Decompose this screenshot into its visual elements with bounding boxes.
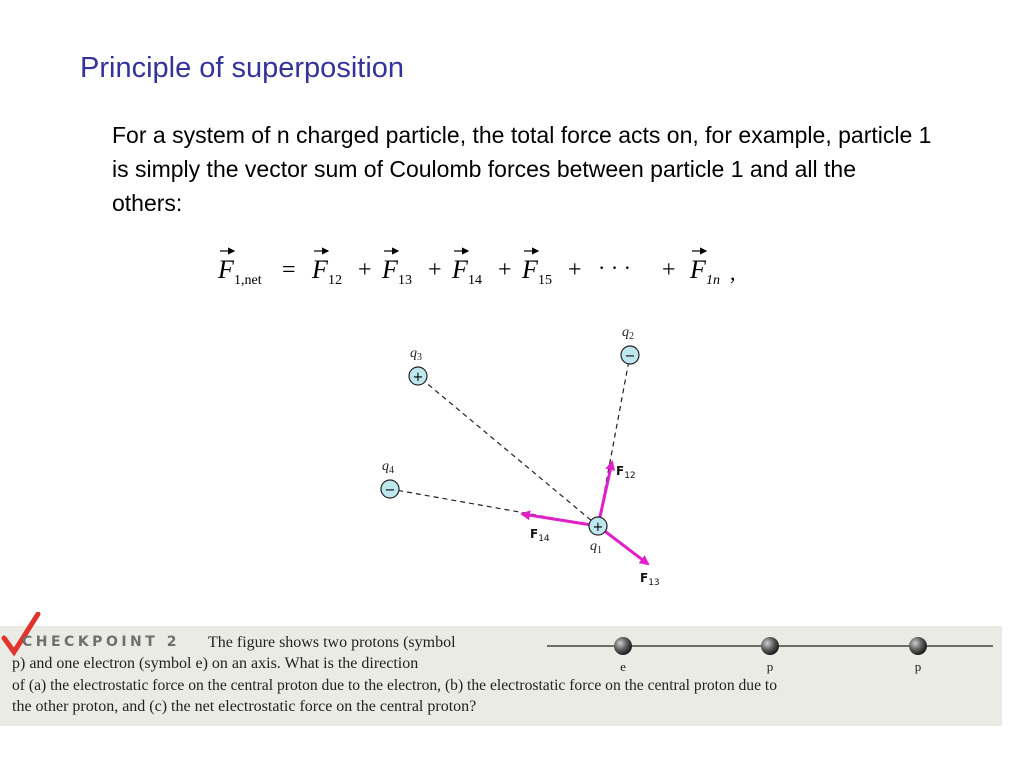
particle-label: p — [766, 659, 774, 674]
force-arrow-f14 — [522, 514, 598, 526]
charge-q2 — [621, 346, 639, 364]
charge-q3 — [409, 367, 427, 385]
slide-title: Principle of superposition — [80, 52, 405, 84]
force-symbol: F — [218, 255, 234, 284]
eq-term-subscript: 1n — [706, 273, 720, 288]
eq-plus: + — [358, 257, 372, 283]
checkpoint-text-line: the other proton, and (c) the net electrostatic force on the central proton? — [12, 698, 477, 715]
eq-plus: + — [568, 257, 582, 283]
force-label-f12: $F_{12}$ — [616, 464, 636, 481]
eq-ellipsis: · · · — [598, 255, 631, 280]
force-diagram — [360, 320, 680, 600]
charge-sign: − — [384, 483, 396, 498]
eq-plus: + — [428, 257, 442, 283]
eq-equals: = — [282, 257, 296, 283]
eq-term-subscript: 12 — [328, 273, 342, 288]
eq-term-subscript: 13 — [398, 273, 412, 288]
eq-trailing-comma: , — [730, 260, 736, 285]
checkpoint-text-line: The figure shows two protons (symbol — [208, 634, 456, 651]
charge-q1 — [589, 517, 607, 535]
checkpoint-text-line: of (a) the electrostatic force on the central proton due to the electron, (b) the electrostatic force on the central proton due to — [12, 677, 778, 694]
svg-text:F: F — [382, 255, 398, 284]
particle-label: p — [914, 659, 922, 674]
eq-plus: + — [662, 257, 676, 283]
charge-sign: + — [592, 520, 604, 535]
charge-label-q1: $q_1$ — [590, 539, 602, 556]
charge-label-q3: $q_3$ — [410, 346, 422, 363]
svg-text:F: F — [690, 255, 706, 284]
checkpoint-box — [0, 626, 1002, 726]
force-arrow-f12 — [598, 462, 612, 526]
charge-sign: + — [412, 370, 424, 385]
force-label-f13: $F_{13}$ — [640, 571, 660, 588]
charge-sign: − — [624, 349, 636, 364]
eq-term-subscript: 15 — [538, 273, 552, 288]
charge-label-q2: $q_2$ — [622, 325, 634, 342]
force-label-f14: $F_{14}$ — [530, 527, 550, 544]
eq-plus: + — [498, 257, 512, 283]
checkpoint-heading: CHECKPOINT 2 — [22, 634, 180, 650]
particle-electron — [614, 637, 632, 655]
particle-proton-central — [761, 637, 779, 655]
superposition-equation — [212, 240, 772, 290]
charge-q4 — [381, 480, 399, 498]
particle-axis-figure — [545, 630, 995, 678]
charge-label-q4: $q_4$ — [382, 459, 394, 476]
eq-lhs-subscript: 1,net — [234, 273, 262, 288]
body-paragraph: For a system of n charged particle, the total force acts on, for example, particle 1 is simply the vector sum of Coulomb forces between particle 1 and all the others: — [112, 122, 932, 216]
svg-text:F: F — [312, 255, 328, 284]
svg-text:F: F — [522, 255, 538, 284]
eq-term-subscript: 14 — [468, 273, 482, 288]
particle-proton — [909, 637, 927, 655]
svg-text:F: F — [452, 255, 468, 284]
particle-label: e — [620, 659, 626, 674]
checkpoint-text-line: p) and one electron (symbol e) on an axis. What is the direction — [12, 655, 419, 672]
